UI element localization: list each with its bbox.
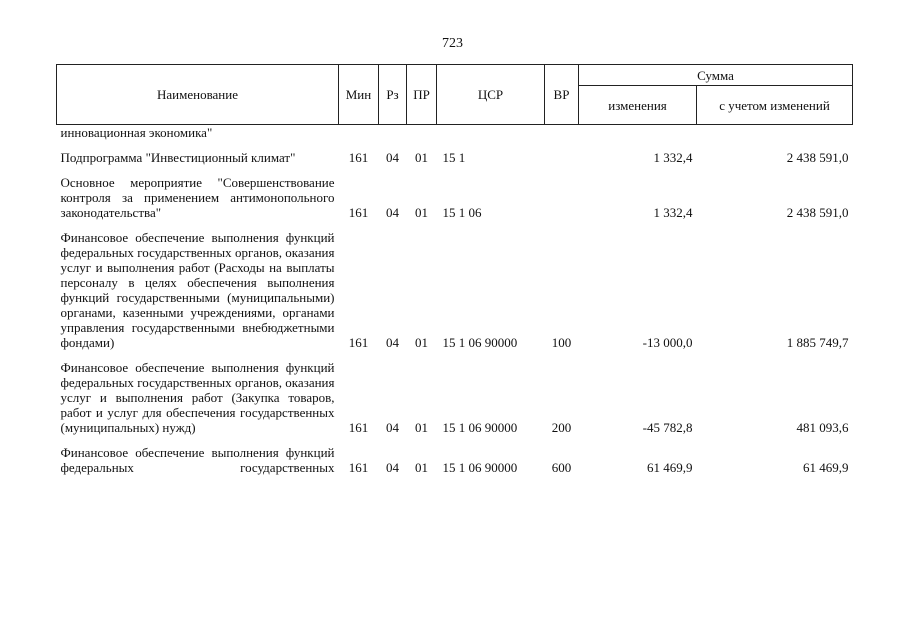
row-pr: 01 (415, 335, 428, 350)
row-csr (437, 125, 545, 141)
row-rz: 04 (386, 460, 399, 475)
row-rz: 04 (386, 335, 399, 350)
row-rz: 04 (386, 420, 399, 435)
row-min: 161 (348, 460, 369, 475)
row-change: 61 469,9 (647, 460, 693, 475)
row-change: 1 332,4 (653, 150, 693, 165)
table-header (57, 65, 853, 125)
table-row (57, 435, 853, 475)
row-pr: 01 (415, 420, 428, 435)
row-rz (379, 125, 407, 141)
table-row (57, 165, 853, 220)
table-row (57, 220, 853, 350)
row-min: 161 (348, 335, 369, 350)
row-csr: 15 1 06 90000 (442, 460, 518, 475)
row-pr: 01 (415, 150, 428, 165)
row-name: Финансовое обеспечение выполнения функций федеральных государственных (60, 445, 335, 475)
row-csr: 15 1 (442, 150, 466, 165)
row-with-change: 2 438 591,0 (786, 150, 849, 165)
row-rz: 04 (386, 205, 399, 220)
row-vr (545, 165, 579, 220)
header-vr: ВР (545, 65, 579, 125)
row-name: Подпрограмма "Инвестиционный климат" (60, 150, 296, 165)
header-csr: ЦСР (437, 65, 545, 125)
row-with-change: 1 885 749,7 (786, 335, 849, 350)
row-with-change (697, 125, 853, 141)
header-name: Наименование (57, 65, 339, 125)
table-row (57, 140, 853, 165)
header-min: Мин (339, 65, 379, 125)
row-min: 161 (348, 420, 369, 435)
row-csr: 15 1 06 90000 (442, 335, 518, 350)
header-rz: Рз (379, 65, 407, 125)
budget-table-container (56, 64, 852, 475)
row-pr: 01 (415, 205, 428, 220)
row-name: инновационная экономика" (60, 125, 213, 140)
row-vr (545, 125, 579, 141)
row-name: Основное мероприятие "Совершенствование контроля за применением антимонопольного законодательства" (60, 175, 335, 220)
row-vr: 100 (551, 335, 572, 350)
header-with-change: с учетом изменений (697, 86, 853, 125)
header-change: изменения (579, 86, 697, 125)
row-change: -13 000,0 (642, 335, 693, 350)
page-number: 723 (442, 36, 463, 51)
header-pr: ПР (407, 65, 437, 125)
table-row (57, 125, 853, 141)
row-name: Финансовое обеспечение выполнения функций федеральных государственных органов, оказания услуг и выполнения работ (Закупка товаров, работ и услуг для обеспечения государственных (муниципальных) нужд) (60, 360, 335, 435)
budget-table (56, 64, 853, 475)
row-name: Финансовое обеспечение выполнения функций федеральных государственных органов, оказания услуг и выполнения работ (Расходы на выплаты персоналу в целях обеспечения выполнения функций государственными (муниципальными) органами, казенными учреждениями, органами управления государственными внебюджетными фондами) (60, 230, 335, 350)
row-rz: 04 (386, 150, 399, 165)
row-min: 161 (348, 205, 369, 220)
row-pr (407, 125, 437, 141)
row-change: -45 782,8 (642, 420, 693, 435)
row-change (579, 125, 697, 141)
table-row (57, 350, 853, 435)
row-vr (545, 140, 579, 165)
row-change: 1 332,4 (653, 205, 693, 220)
row-with-change: 2 438 591,0 (786, 205, 849, 220)
row-with-change: 481 093,6 (796, 420, 849, 435)
row-csr: 15 1 06 90000 (442, 420, 518, 435)
row-vr: 200 (551, 420, 572, 435)
row-csr: 15 1 06 (442, 205, 482, 220)
row-min: 161 (348, 150, 369, 165)
row-min (339, 125, 379, 141)
header-sum: Сумма (579, 65, 853, 86)
row-vr: 600 (551, 460, 572, 475)
row-pr: 01 (415, 460, 428, 475)
row-with-change: 61 469,9 (803, 460, 849, 475)
